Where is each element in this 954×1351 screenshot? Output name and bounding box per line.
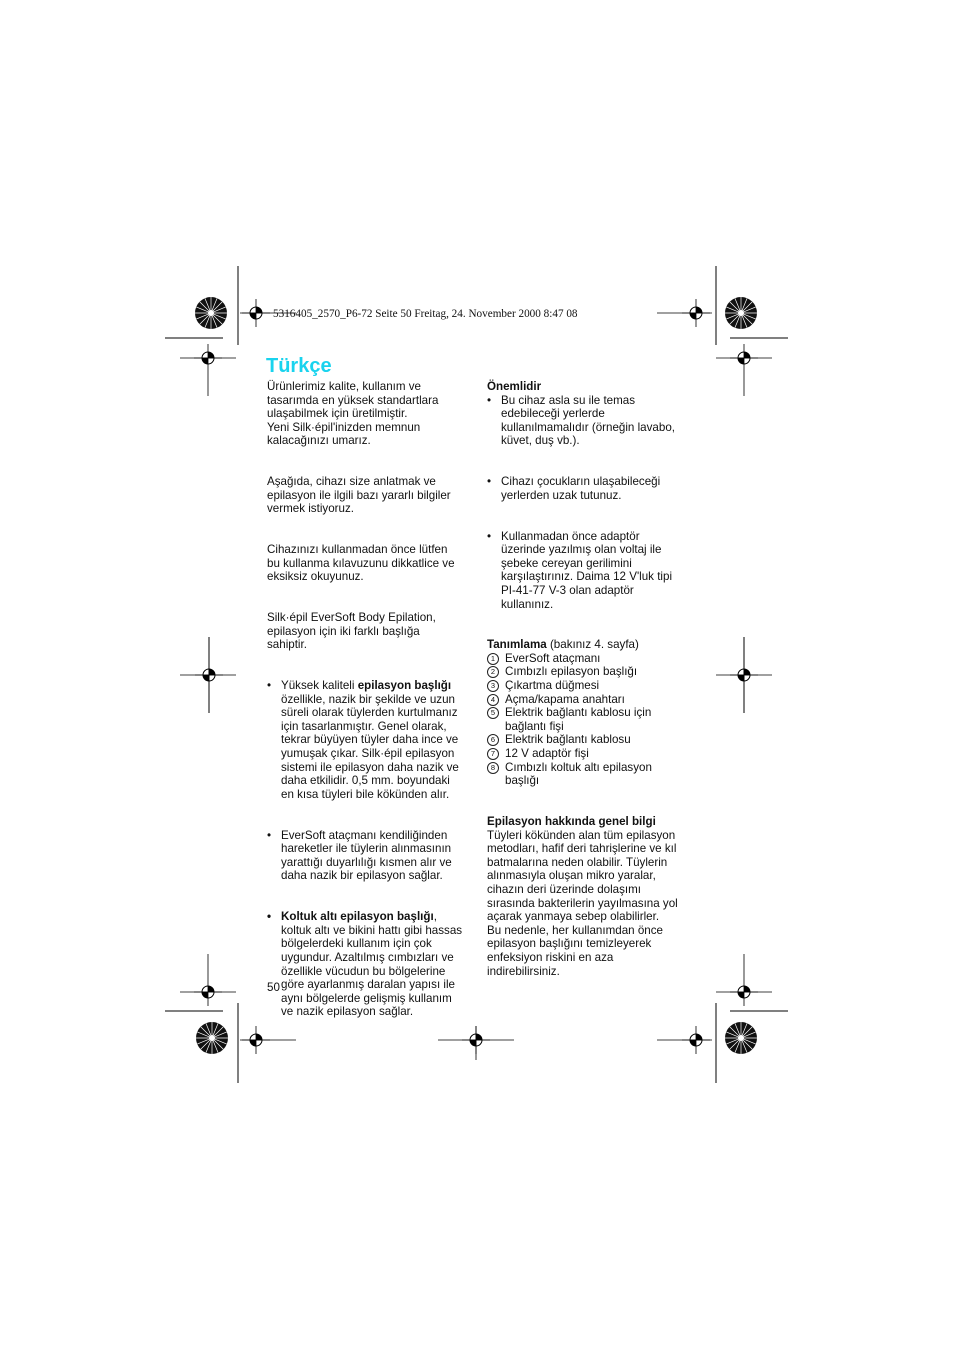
- bullet-epilation-head: • Yüksek kaliteli epilasyon başlığı özellikle, nazik bir şekilde ve uzun süreli olarak tüylerden kurtulmanız için tasarlanmıştır. Genel olarak, tekrar büyüyen tüyler daha ince ve yumuşak çıkar. Silk·épil epilasyon sistemi ile epilasyon daha nazik ve daha etkilidir. 0,5 mm. boyundaki en kısa tüyleri bile kökünden alır.: [267, 679, 459, 801]
- number-badge: 3: [487, 680, 499, 692]
- list-item: 7 12 V adaptör fişi: [487, 747, 692, 761]
- print-header: 5316405_2570_P6-72 Seite 50 Freitag, 24. November 2000 8:47 08: [273, 308, 578, 320]
- number-badge: 1: [487, 653, 499, 665]
- general-info-heading: Epilasyon hakkında genel bilgi: [487, 815, 656, 828]
- page-title: Türkçe: [266, 355, 332, 377]
- number-badge: 4: [487, 694, 499, 706]
- number-badge: 5: [487, 707, 499, 719]
- right-column: [487, 380, 692, 992]
- page-number: 50: [267, 981, 280, 994]
- general-info-paragraph: Tüyleri kökünden alan tüm epilasyon metodları, hafif deri tahrişlerine ve kıl batmalarına neden olabilir. Tüylerin alınmasıyla oluşan mikro yaralar, cihazın deri üzerinde dolaşımı sırasında bakterilerin yayılmasına yol açarak yanmaya sebep olabilirler. Bu nedenle, her kullanımdan önce epilasyon başlığını temizleyerek enfeksiyon riskini en aza indirebilirsiniz.: [487, 828, 678, 978]
- left-column: [267, 380, 472, 1033]
- bullet-underarm-head: • Koltuk altı epilasyon başlığı, koltuk altı ve bikini hattı gibi hassas bölgelerdeki kullanım için çok uygundur. Azaltılmış cımbızları ve özellikle vücudun bu bölgelerine göre ayarlanmış daralan yapısı ile aynı bölgelerde gelişmiş kullanım ve nazik epilasyon sağlar.: [267, 910, 463, 1019]
- number-badge: 2: [487, 666, 499, 678]
- number-badge: 6: [487, 734, 499, 746]
- description-heading: Tanımlama (bakınız 4. sayfa): [487, 638, 639, 652]
- list-item: 1 EverSoft ataçmanı: [487, 652, 692, 666]
- important-item-2: • Cihazı çocukların ulaşabileceği yerlerden uzak tutunuz.: [487, 475, 661, 502]
- number-badge: 8: [487, 762, 499, 774]
- list-item: 5 Elektrik bağlantı kablosu için bağlantı fişi: [487, 706, 692, 733]
- intro-paragraph-4: Silk·épil EverSoft Body Epilation, epilasyon için iki farklı başlığa sahiptir.: [267, 611, 436, 652]
- list-item: 6 Elektrik bağlantı kablosu: [487, 733, 692, 747]
- important-heading: Önemlidir: [487, 380, 542, 393]
- list-item: 8 Cımbızlı koltuk altı epilasyon başlığı: [487, 761, 692, 788]
- bullet-eversoft: • EverSoft ataçmanı kendiliğinden hareketler ile tüylerin alınmasının yarattığı duyarlılığı kısmen alır ve daha nazik bir epilasyon sağlar.: [267, 828, 452, 883]
- list-item: 3 Çıkartma düğmesi: [487, 679, 692, 693]
- list-item: 4 Açma/kapama anahtarı: [487, 693, 692, 707]
- list-item: 2 Cımbızlı epilasyon başlığı: [487, 665, 692, 679]
- intro-paragraph-1: Ürünlerimiz kalite, kullanım ve tasarımda en yüksek standartlara ulaşabilmek için üretilmiştir. Yeni Silk·épil'inizden memnun kalacağınızı umarız.: [267, 380, 439, 448]
- intro-paragraph-2: Aşağıda, cihazı size anlatmak ve epilasyon ile ilgili bazı yararlı bilgiler vermek istiyoruz.: [267, 475, 451, 516]
- parts-list: [487, 652, 692, 788]
- number-badge: 7: [487, 748, 499, 760]
- intro-paragraph-3: Cihazınızı kullanmadan önce lütfen bu kullanma kılavuzunu dikkatlice ve eksiksiz okuyunuz.: [267, 543, 455, 584]
- important-item-3: • Kullanmadan önce adaptör üzerinde yazılmış olan voltaj ile şebeke cereyan gerilimini karşılaştırınız. Daima 12 V'luk tipi PI-41-77 V-3 olan adaptör kullanınız.: [487, 529, 673, 611]
- important-item-1: • Bu cihaz asla su ile temas edebileceği yerlerde kullanılmamalıdır (örneğin lavabo, küvet, duş vb.).: [487, 393, 675, 448]
